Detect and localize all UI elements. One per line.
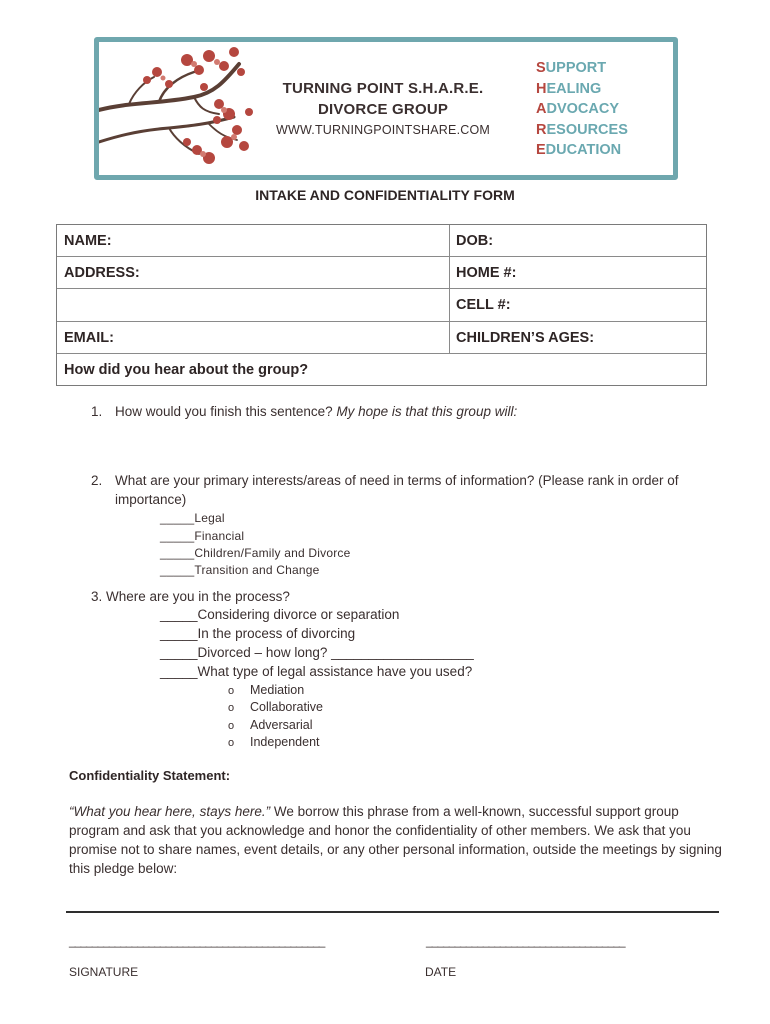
- process-option-divorced[interactable]: _____Divorced – how long? ___________________: [160, 645, 474, 660]
- acronym-line: ADVOCACY: [536, 101, 619, 117]
- address-field[interactable]: ADDRESS:: [64, 264, 140, 281]
- legal-option-mediation[interactable]: o Mediation: [228, 683, 305, 697]
- question-1: 1. How would you finish this sentence? My hope is that this group will:: [91, 404, 518, 419]
- legal-option-adversarial[interactable]: o Adversarial: [228, 718, 313, 732]
- interest-option-legal[interactable]: _____Legal: [160, 511, 225, 525]
- acronym-line: SUPPORT: [536, 60, 607, 76]
- interest-option-children[interactable]: _____Children/Family and Divorce: [160, 546, 351, 560]
- org-website: WWW.TURNINGPOINTSHARE.COM: [275, 123, 490, 137]
- intake-info-table: [56, 224, 707, 386]
- email-field[interactable]: EMAIL:: [64, 329, 114, 346]
- acronym-line: HEALING: [536, 80, 602, 97]
- form-title: INTAKE AND CONFIDENTIALITY FORM: [255, 187, 515, 203]
- question-2: 2. What are your primary interests/areas of need in terms of information? (Please rank in order of: [91, 473, 679, 488]
- organization-heading: [268, 80, 498, 137]
- legal-option-collaborative[interactable]: o Collaborative: [228, 700, 323, 714]
- cherry-blossom-logo: [99, 42, 259, 172]
- referral-source-field[interactable]: How did you hear about the group?: [64, 362, 309, 378]
- children-ages-field[interactable]: CHILDREN’S AGES:: [456, 329, 595, 346]
- process-option-legal-assistance[interactable]: _____What type of legal assistance have you used?: [160, 664, 473, 679]
- process-option-considering[interactable]: _____Considering divorce or separation: [160, 607, 400, 622]
- home-phone-field[interactable]: HOME #:: [456, 264, 517, 281]
- confidentiality-heading: Confidentiality Statement:: [69, 768, 231, 783]
- interest-option-financial[interactable]: _____Financial: [160, 529, 245, 543]
- name-field[interactable]: NAME:: [64, 232, 112, 249]
- question-2-continued: importance): [115, 492, 187, 507]
- signature-divider: [66, 911, 719, 913]
- dob-field[interactable]: DOB:: [456, 232, 494, 249]
- share-acronym: [536, 58, 628, 161]
- legal-option-independent[interactable]: o Independent: [228, 735, 320, 749]
- date-label: DATE: [425, 965, 457, 979]
- acronym-line: EDUCATION: [536, 142, 622, 158]
- cell-phone-field[interactable]: CELL #:: [456, 297, 511, 313]
- signature-line[interactable]: _____________________________________________: [69, 934, 325, 948]
- org-subtitle: DIVORCE GROUP: [317, 101, 449, 118]
- address-continued-field[interactable]: [57, 289, 449, 321]
- signature-label: SIGNATURE: [69, 965, 139, 979]
- process-option-in-process[interactable]: _____In the process of divorcing: [160, 626, 356, 641]
- acronym-line: RESOURCES: [536, 121, 628, 138]
- interest-option-transition[interactable]: _____Transition and Change: [160, 563, 320, 577]
- question-3: 3. Where are you in the process?: [91, 589, 290, 604]
- date-line[interactable]: ___________________________________: [426, 934, 625, 948]
- org-name: TURNING POINT S.H.A.R.E.: [282, 80, 484, 97]
- confidentiality-statement: “What you hear here, stays here.” We borrow this phrase from a well-known, successful support group program and ask that you acknowledge and honor the confidentiality of other members. We ask that you promise not to share names, event details, or any other personal information, outside the meetings by signing this pledge below:: [69, 804, 722, 876]
